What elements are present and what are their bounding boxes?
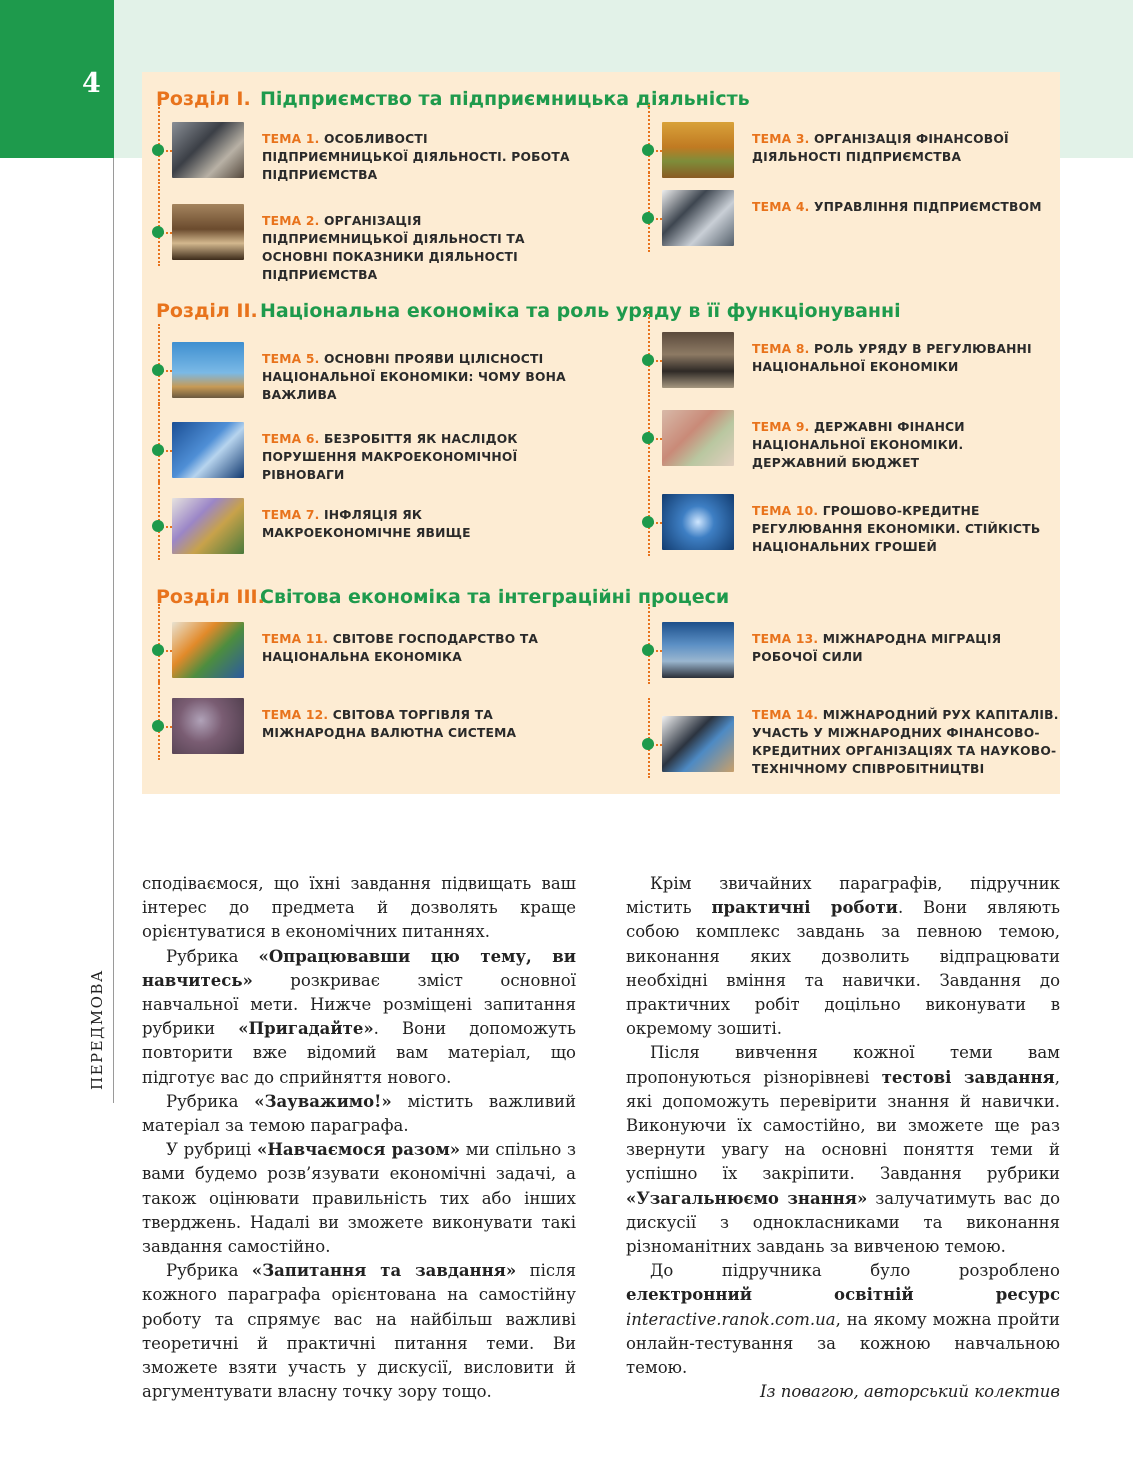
paragraph: До підручника було розроблено електронний освітній ресурс interactive.ranok.com.ua, на якому можна пройти онлайн-тестування за кожною навчальною темою. <box>626 1261 1060 1378</box>
topic-label: ТЕМА 11. СВІТОВЕ ГОСПОДАРСТВО ТА НАЦІОНАЛЬНА ЕКОНОМІКА <box>262 632 539 664</box>
topic-label: ТЕМА 6. БЕЗРОБІТТЯ ЯК НАСЛІДОК ПОРУШЕННЯ МАКРОЕКОНОМІЧНОЇ РІВНОВАГИ <box>262 432 518 482</box>
paragraph: Рубрика «Зауважимо!» містить важливий матеріал за темою параграфа. <box>142 1091 576 1136</box>
blue-gears-photo <box>662 494 734 550</box>
banknotes-gears-photo <box>172 498 244 554</box>
section-number: Розділ II. <box>156 300 258 322</box>
hryvnia-banknotes-photo <box>662 410 734 466</box>
silhouettes-chart-photo <box>172 422 244 478</box>
tablet-data-photo <box>662 716 734 772</box>
paragraph: Крім звичайних параграфів, підручник містить практичні роботи. Вони являють собою комплекс завдань за певною темою, виконання яких дозволить відпрацювати необхідні вміння та навички. Завдання до практичних робіт доцільно виконувати в окремому зошиті. <box>626 874 1061 1039</box>
world-economy-collage-photo <box>172 622 244 678</box>
resource-link[interactable]: interactive.ranok.com.ua <box>626 1309 836 1329</box>
business-meeting-photo <box>172 122 244 178</box>
side-rule <box>113 158 114 1103</box>
section-2-heading <box>156 300 901 322</box>
government-hall-photo <box>662 332 734 388</box>
left-text-column <box>142 872 576 1404</box>
airport-traveler-photo <box>662 622 734 678</box>
paragraph: У рубриці «Навчаємося разом» ми спільно з вами будемо розв’язувати економічні задачі, а також оцінювати правильність тих або інших тверджень. Надалі ви зможете виконувати такі завдання самостійно. <box>142 1140 576 1257</box>
topic-label: ТЕМА 2. ОРГАНІЗАЦІЯ ПІДПРИЄМНИЦЬКОЇ ДІЯЛЬНОСТІ ТА ОСНОВНІ ПОКАЗНИКИ ДІЯЛЬНОСТІ ПІДПРИЄМСТВА <box>262 214 525 282</box>
topic-label: ТЕМА 14. МІЖНАРОДНИЙ РУХ КАПІТАЛІВ. УЧАСТЬ У МІЖНАРОДНИХ ФІНАНСОВО-КРЕДИТНИХ ОРГАНІЗАЦІЯХ ТА НАУКОВО-ТЕХНІЧНОМУ СПІВРОБІТНИЦТВІ <box>752 708 1059 776</box>
section-number: Розділ III. <box>156 586 265 608</box>
industrial-landscape-photo <box>172 204 244 260</box>
topic-label: ТЕМА 13. МІЖНАРОДНА МІГРАЦІЯ РОБОЧОЇ СИЛИ <box>752 632 1002 664</box>
right-text-column <box>626 872 1060 1404</box>
topic-label: ТЕМА 5. ОСНОВНІ ПРОЯВИ ЦІЛІСНОСТІ НАЦІОНАЛЬНОЇ ЕКОНОМІКИ: ЧОМУ ВОНА ВАЖЛИВА <box>262 352 566 402</box>
side-label: ПЕРЕДМОВА <box>88 969 106 1090</box>
coins-heap-photo <box>172 698 244 754</box>
topic-label: ТЕМА 1. ОСОБЛИВОСТІ ПІДПРИЄМНИЦЬКОЇ ДІЯЛЬНОСТІ. РОБОТА ПІДПРИЄМСТВА <box>262 132 570 182</box>
paragraph: сподіваємося, що їхні завдання підвищать ваш інтерес до предмета й дозволять краще орієнтуватися в економічних питаннях. <box>142 874 576 942</box>
paragraph: Рубрика «Опрацювавши цю тему, ви навчитесь» розкриває зміст основної навчальної мети. Нижче розміщені запитання рубрики «Пригадайте». Вони допоможуть повторити вже відомий вам матеріал, що підготує вас до сприйняття нового. <box>142 946 576 1087</box>
topic-label: ТЕМА 3. ОРГАНІЗАЦІЯ ФІНАНСОВОЇ ДІЯЛЬНОСТІ ПІДПРИЄМСТВА <box>752 132 1009 164</box>
topic-label: ТЕМА 12. СВІТОВА ТОРГІВЛЯ ТА МІЖНАРОДНА ВАЛЮТНА СИСТЕМА <box>262 708 517 740</box>
topic-label: ТЕМА 9. ДЕРЖАВНІ ФІНАНСИ НАЦІОНАЛЬНОЇ ЕКОНОМІКИ. ДЕРЖАВНИЙ БЮДЖЕТ <box>752 420 965 470</box>
page-number: 4 <box>82 68 101 99</box>
section-title: Національна економіка та роль уряду в її функціонуванні <box>260 300 901 322</box>
table-of-contents <box>142 72 1060 794</box>
topic-label: ТЕМА 10. ГРОШОВО-КРЕДИТНЕ РЕГУЛЮВАННЯ ЕКОНОМІКИ. СТІЙКІСТЬ НАЦІОНАЛЬНИХ ГРОШЕЙ <box>752 504 1041 554</box>
coin-stacks-plants-photo <box>662 122 734 178</box>
laptop-documents-photo <box>662 190 734 246</box>
section-title: Світова економіка та інтеграційні процеси <box>260 586 730 608</box>
paragraph: Рубрика «Запитання та завдання» після кожного параграфа орієнтована на самостійну роботу та спрямує вас на найбільш важливі теоретичні й практичні питання теми. Ви зможете взяти участь у дискусії, висловити й аргументувати власну точку зору тощо. <box>142 1261 577 1402</box>
topic-label: ТЕМА 4. УПРАВЛІННЯ ПІДПРИЄМСТВОМ <box>752 200 1042 214</box>
paragraph: Після вивчення кожної теми вам пропонуються різнорівневі тестові завдання, які допоможуть перевірити знання й навички. Виконуючи їх самостійно, ви зможете ще раз звернути увагу на основні поняття теми й успішно їх закріпити. Завдання рубрики «Узагальнюємо знання» залучатимуть вас до дискусії з однокласниками та виконання різноманітних завдань за вивченою темою. <box>626 1043 1061 1257</box>
section-number: Розділ I. <box>156 88 251 110</box>
construction-cranes-photo <box>172 342 244 398</box>
signature: Із повагою, авторський колектив <box>760 1382 1060 1402</box>
section-title: Підприємство та підприємницька діяльність <box>260 88 750 110</box>
topic-label: ТЕМА 8. РОЛЬ УРЯДУ В РЕГУЛЮВАННІ НАЦІОНАЛЬНОЇ ЕКОНОМІКИ <box>752 342 1032 374</box>
topic-label: ТЕМА 7. ІНФЛЯЦІЯ ЯК МАКРОЕКОНОМІЧНЕ ЯВИЩЕ <box>262 508 471 540</box>
section-3-heading <box>156 586 729 608</box>
section-1-heading <box>156 88 750 110</box>
